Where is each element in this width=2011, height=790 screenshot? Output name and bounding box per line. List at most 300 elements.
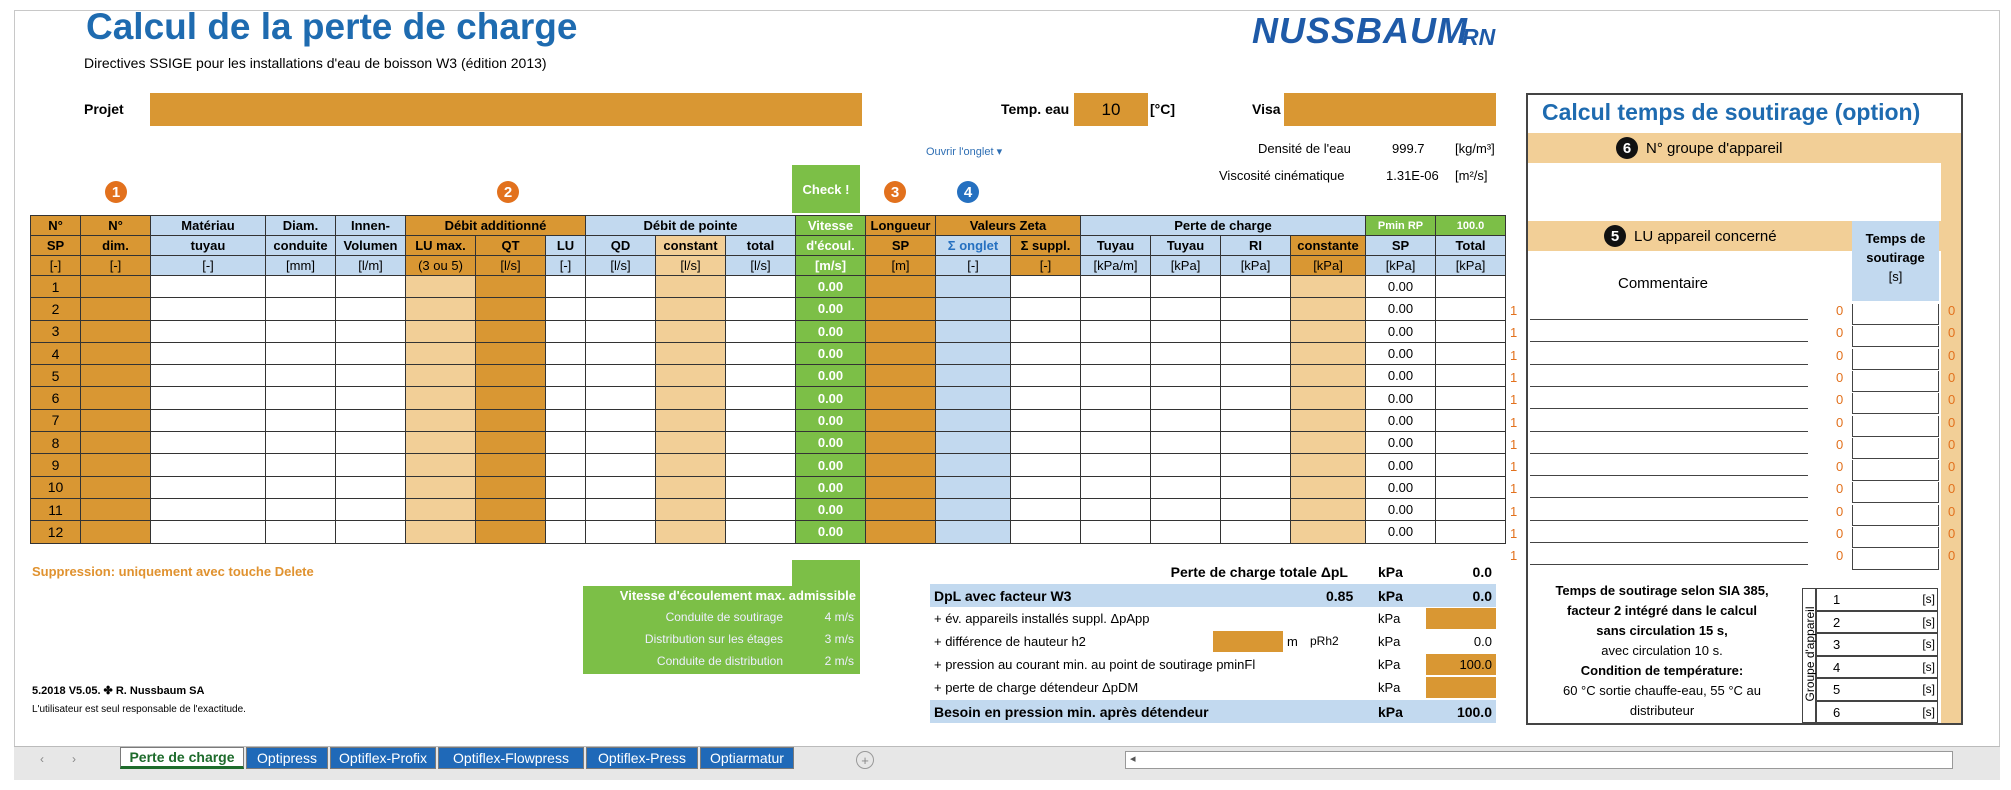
input-cell[interactable]: [81, 387, 151, 409]
input-cell[interactable]: [81, 476, 151, 498]
input-cell[interactable]: [1221, 432, 1291, 454]
input-cell[interactable]: [336, 432, 406, 454]
input-cell[interactable]: [1291, 521, 1366, 543]
input-cell[interactable]: [1291, 454, 1366, 476]
input-cell[interactable]: [1081, 498, 1151, 520]
input-cell[interactable]: [866, 476, 936, 498]
visco-value: 1.31E-06: [1386, 168, 1439, 183]
temps-header-2: soutirage: [1866, 250, 1925, 265]
input-cell[interactable]: [151, 342, 266, 364]
info-line: 60 °C sortie chauffe-eau, 55 °C au: [1562, 683, 1762, 698]
input-cell[interactable]: [81, 409, 151, 431]
input-cell[interactable]: [546, 276, 586, 298]
input-cell[interactable]: [546, 498, 586, 520]
row-number[interactable]: 9: [31, 454, 81, 476]
summary-total-unit: kPa: [1378, 564, 1403, 580]
row-number[interactable]: 4: [31, 342, 81, 364]
input-cell[interactable]: [656, 320, 726, 342]
input-cell[interactable]: [336, 320, 406, 342]
commentaire-input[interactable]: [1530, 475, 1808, 476]
input-cell[interactable]: [866, 387, 936, 409]
info-line: Condition de température:: [1580, 663, 1744, 678]
input-cell[interactable]: [866, 409, 936, 431]
input-cell[interactable]: [586, 387, 656, 409]
input-cell[interactable]: [266, 387, 336, 409]
input-cell[interactable]: [656, 387, 726, 409]
input-cell[interactable]: [476, 320, 546, 342]
input-cell[interactable]: [1081, 432, 1151, 454]
input-cell[interactable]: [726, 409, 796, 431]
input-cell[interactable]: [1436, 409, 1506, 431]
input-cell[interactable]: [476, 298, 546, 320]
summary-line-value[interactable]: 100.0: [1426, 654, 1496, 675]
input-cell[interactable]: [546, 432, 586, 454]
summary-dpl-label: DpL avec facteur W3: [934, 588, 1072, 604]
input-cell[interactable]: [81, 298, 151, 320]
input-cell[interactable]: [726, 521, 796, 543]
input-cell[interactable]: [866, 454, 936, 476]
input-cell[interactable]: [726, 498, 796, 520]
speed-value: 2 m/s: [824, 654, 854, 668]
input-cell[interactable]: [546, 454, 586, 476]
groupe-row[interactable]: [1816, 611, 1938, 634]
input-cell[interactable]: [586, 409, 656, 431]
input-cell[interactable]: [266, 409, 336, 431]
input-cell[interactable]: [1011, 476, 1081, 498]
input-cell[interactable]: [586, 521, 656, 543]
input-cell[interactable]: [151, 409, 266, 431]
input-cell[interactable]: [476, 387, 546, 409]
input-cell[interactable]: [866, 342, 936, 364]
input-cell[interactable]: [1436, 342, 1506, 364]
input-cell[interactable]: [476, 365, 546, 387]
visa-input[interactable]: [1284, 93, 1496, 126]
input-cell[interactable]: [726, 432, 796, 454]
input-cell[interactable]: [866, 365, 936, 387]
input-cell[interactable]: [336, 387, 406, 409]
input-cell[interactable]: [336, 276, 406, 298]
input-cell[interactable]: [656, 276, 726, 298]
input-cell[interactable]: [656, 521, 726, 543]
input-cell[interactable]: [726, 276, 796, 298]
input-cell[interactable]: [1011, 298, 1081, 320]
input-cell[interactable]: [1221, 342, 1291, 364]
input-cell[interactable]: [1436, 320, 1506, 342]
input-cell[interactable]: [336, 476, 406, 498]
input-cell[interactable]: [936, 298, 1011, 320]
input-cell[interactable]: [1221, 276, 1291, 298]
input-cell[interactable]: [866, 432, 936, 454]
input-cell[interactable]: [1291, 498, 1366, 520]
input-cell[interactable]: [936, 342, 1011, 364]
input-cell[interactable]: [1221, 409, 1291, 431]
input-cell[interactable]: [151, 521, 266, 543]
input-cell[interactable]: [1011, 454, 1081, 476]
input-cell[interactable]: [1151, 521, 1221, 543]
input-cell[interactable]: [1291, 432, 1366, 454]
commentaire-input[interactable]: [1530, 497, 1808, 498]
groupe-row[interactable]: [1816, 656, 1938, 679]
unit-cell: [-]: [31, 256, 81, 276]
input-cell[interactable]: [1011, 387, 1081, 409]
input-cell[interactable]: [476, 342, 546, 364]
input-cell[interactable]: [586, 298, 656, 320]
input-cell[interactable]: [866, 298, 936, 320]
groupe-row[interactable]: [1816, 701, 1938, 724]
input-cell[interactable]: [1151, 342, 1221, 364]
lu-value: 0: [1836, 459, 1844, 475]
col-header-pmin-value: 100.0: [1436, 216, 1506, 236]
input-cell[interactable]: [656, 432, 726, 454]
input-cell[interactable]: [936, 432, 1011, 454]
input-cell[interactable]: [406, 276, 476, 298]
ouvrir-onglet-dropdown[interactable]: [926, 145, 1002, 158]
input-cell[interactable]: [1151, 409, 1221, 431]
temps-value: 0: [1948, 347, 1956, 363]
input-cell[interactable]: [151, 298, 266, 320]
input-cell[interactable]: [151, 498, 266, 520]
row-number[interactable]: 1: [31, 276, 81, 298]
input-cell[interactable]: [1221, 320, 1291, 342]
input-cell[interactable]: [586, 365, 656, 387]
input-cell[interactable]: [936, 521, 1011, 543]
row-number[interactable]: 11: [31, 498, 81, 520]
commentaire-input[interactable]: [1530, 341, 1808, 342]
input-cell[interactable]: [1291, 342, 1366, 364]
input-cell[interactable]: [546, 476, 586, 498]
input-cell[interactable]: [1151, 498, 1221, 520]
summary-line-value[interactable]: [1426, 608, 1496, 629]
input-cell[interactable]: [336, 342, 406, 364]
input-cell[interactable]: [936, 454, 1011, 476]
horizontal-scrollbar[interactable]: [1125, 751, 1953, 769]
input-cell[interactable]: [406, 342, 476, 364]
input-cell[interactable]: [866, 498, 936, 520]
input-cell[interactable]: [586, 276, 656, 298]
col-header-zeta: Valeurs Zeta: [936, 216, 1081, 236]
input-cell[interactable]: [1151, 365, 1221, 387]
commentaire-input[interactable]: [1530, 364, 1808, 365]
temp-input[interactable]: 10: [1074, 93, 1148, 126]
input-cell[interactable]: [726, 365, 796, 387]
input-cell[interactable]: [936, 387, 1011, 409]
input-cell[interactable]: [1011, 521, 1081, 543]
input-cell[interactable]: [1151, 276, 1221, 298]
input-cell[interactable]: [1291, 387, 1366, 409]
input-cell[interactable]: [726, 298, 796, 320]
commentaire-input[interactable]: [1530, 453, 1808, 454]
input-cell[interactable]: [1081, 276, 1151, 298]
input-cell[interactable]: [151, 476, 266, 498]
input-cell[interactable]: [266, 342, 336, 364]
input-cell[interactable]: [476, 276, 546, 298]
input-cell[interactable]: [936, 476, 1011, 498]
input-cell[interactable]: [81, 454, 151, 476]
input-cell[interactable]: [406, 521, 476, 543]
input-cell[interactable]: [151, 320, 266, 342]
input-cell[interactable]: [1081, 476, 1151, 498]
input-cell[interactable]: [476, 476, 546, 498]
input-cell[interactable]: [1291, 365, 1366, 387]
input-cell[interactable]: [1291, 276, 1366, 298]
groupe-value: 1: [1510, 347, 1518, 363]
input-cell[interactable]: [936, 320, 1011, 342]
input-cell[interactable]: [266, 276, 336, 298]
input-cell[interactable]: [1151, 298, 1221, 320]
input-cell[interactable]: [866, 521, 936, 543]
input-cell[interactable]: [1221, 365, 1291, 387]
input-cell[interactable]: [1221, 521, 1291, 543]
input-cell[interactable]: [266, 432, 336, 454]
input-cell[interactable]: [476, 498, 546, 520]
input-cell[interactable]: [1291, 476, 1366, 498]
input-cell[interactable]: [1081, 342, 1151, 364]
input-cell[interactable]: [1151, 476, 1221, 498]
input-cell[interactable]: [151, 276, 266, 298]
add-sheet-icon[interactable]: +: [856, 751, 874, 769]
input-cell[interactable]: [81, 498, 151, 520]
input-cell[interactable]: [1151, 454, 1221, 476]
row-number[interactable]: 10: [31, 476, 81, 498]
scroll-left-icon[interactable]: ◂: [1130, 753, 1136, 765]
perte-sp-cell: 0.00: [1366, 276, 1436, 298]
tab-perte-de-charge[interactable]: Perte de charge: [120, 747, 244, 769]
input-cell[interactable]: [1081, 365, 1151, 387]
input-cell[interactable]: [336, 498, 406, 520]
input-cell[interactable]: [546, 342, 586, 364]
summary-line-value[interactable]: [1426, 677, 1496, 698]
input-cell[interactable]: [336, 365, 406, 387]
input-cell[interactable]: [1081, 521, 1151, 543]
summary-line-value: 0.0: [1473, 634, 1492, 649]
input-cell[interactable]: [1436, 276, 1506, 298]
temps-value: 0: [1948, 526, 1956, 541]
input-cell[interactable]: [726, 320, 796, 342]
input-cell[interactable]: [476, 521, 546, 543]
commentaire-input[interactable]: [1530, 564, 1808, 565]
input-cell[interactable]: [936, 409, 1011, 431]
input-cell[interactable]: [266, 298, 336, 320]
table-row: [31, 432, 1506, 454]
temps-cell: [1852, 482, 1939, 503]
input-cell[interactable]: [1221, 454, 1291, 476]
input-cell[interactable]: [586, 498, 656, 520]
input-cell[interactable]: [1151, 387, 1221, 409]
groupe-row[interactable]: [1816, 633, 1938, 656]
groupe-row[interactable]: [1816, 588, 1938, 611]
input-cell[interactable]: [726, 454, 796, 476]
row-number[interactable]: 5: [31, 365, 81, 387]
input-cell[interactable]: [866, 320, 936, 342]
input-cell[interactable]: [266, 521, 336, 543]
input-cell[interactable]: [1081, 454, 1151, 476]
tab-prev-icon[interactable]: ‹: [40, 752, 44, 766]
input-cell[interactable]: [1011, 276, 1081, 298]
row-number[interactable]: 3: [31, 320, 81, 342]
input-cell[interactable]: [81, 521, 151, 543]
input-cell[interactable]: [1011, 342, 1081, 364]
input-cell[interactable]: [586, 342, 656, 364]
row-number[interactable]: 2: [31, 298, 81, 320]
input-cell[interactable]: [656, 454, 726, 476]
unit-cell: [m]: [866, 256, 936, 276]
check-button[interactable]: Check !: [792, 165, 860, 213]
unit-cell: [kPa]: [1366, 256, 1436, 276]
input-cell[interactable]: [476, 432, 546, 454]
input-cell[interactable]: [336, 521, 406, 543]
projet-input[interactable]: [150, 93, 862, 126]
input-cell[interactable]: [406, 320, 476, 342]
input-cell[interactable]: [1011, 365, 1081, 387]
input-cell[interactable]: [656, 498, 726, 520]
input-cell[interactable]: [1436, 521, 1506, 543]
row-number[interactable]: 6: [31, 387, 81, 409]
panel-title: Calcul temps de soutirage (option): [1542, 99, 1921, 125]
input-cell[interactable]: [656, 365, 726, 387]
input-cell[interactable]: [1291, 320, 1366, 342]
input-cell[interactable]: [1011, 320, 1081, 342]
input-cell[interactable]: [406, 454, 476, 476]
input-cell[interactable]: [586, 320, 656, 342]
tab-optiflex-press[interactable]: Optiflex-Press: [586, 747, 698, 769]
unit-cell: [l/s]: [726, 256, 796, 276]
visco-label: Viscosité cinématique: [1219, 168, 1345, 183]
input-cell[interactable]: [406, 498, 476, 520]
input-cell[interactable]: [546, 387, 586, 409]
input-cell[interactable]: [266, 365, 336, 387]
col-header-debit-additionne: Débit additionné: [406, 216, 586, 236]
input-cell[interactable]: [546, 365, 586, 387]
groupe-label: N° groupe d'appareil: [1646, 140, 1783, 157]
input-cell[interactable]: [81, 365, 151, 387]
input-cell[interactable]: [81, 320, 151, 342]
row-number[interactable]: 8: [31, 432, 81, 454]
info-line: distributeur: [1629, 703, 1695, 718]
input-cell[interactable]: [336, 454, 406, 476]
input-cell[interactable]: [1221, 498, 1291, 520]
input-cell[interactable]: [151, 365, 266, 387]
input-cell[interactable]: [406, 476, 476, 498]
commentaire-input[interactable]: [1530, 431, 1808, 432]
input-cell[interactable]: [936, 365, 1011, 387]
input-cell[interactable]: [1436, 454, 1506, 476]
hauteur-input[interactable]: [1213, 631, 1283, 652]
input-cell[interactable]: [266, 498, 336, 520]
input-cell[interactable]: [936, 498, 1011, 520]
input-cell[interactable]: [81, 432, 151, 454]
input-cell[interactable]: [656, 476, 726, 498]
input-cell[interactable]: [476, 454, 546, 476]
groupe-value: 1: [1510, 481, 1518, 497]
input-cell[interactable]: [1011, 432, 1081, 454]
input-cell[interactable]: [656, 409, 726, 431]
groupe-value: 1: [1510, 325, 1518, 341]
groupe-row[interactable]: [1816, 678, 1938, 701]
input-cell[interactable]: [586, 454, 656, 476]
input-cell[interactable]: [1011, 498, 1081, 520]
commentaire-input[interactable]: [1530, 520, 1808, 521]
input-cell[interactable]: [476, 409, 546, 431]
table-row: [31, 365, 1506, 387]
input-cell[interactable]: [1221, 476, 1291, 498]
input-cell[interactable]: [81, 342, 151, 364]
lu-value: 0: [1836, 392, 1844, 408]
input-cell[interactable]: [406, 387, 476, 409]
tab-optipress[interactable]: Optipress: [246, 747, 328, 769]
input-cell[interactable]: [546, 298, 586, 320]
input-cell[interactable]: [151, 387, 266, 409]
commentaire-input[interactable]: [1530, 542, 1808, 543]
input-cell[interactable]: [336, 409, 406, 431]
input-cell[interactable]: [1291, 298, 1366, 320]
input-cell[interactable]: [1291, 409, 1366, 431]
commentaire-input[interactable]: [1530, 386, 1808, 387]
input-cell[interactable]: [81, 276, 151, 298]
input-cell[interactable]: [726, 387, 796, 409]
commentaire-input[interactable]: [1530, 319, 1808, 320]
input-cell[interactable]: [586, 432, 656, 454]
input-cell[interactable]: [546, 320, 586, 342]
input-cell[interactable]: [1151, 432, 1221, 454]
row-number[interactable]: 12: [31, 521, 81, 543]
input-cell[interactable]: [266, 454, 336, 476]
input-cell[interactable]: [406, 409, 476, 431]
unit-cell: [kPa]: [1436, 256, 1506, 276]
input-cell[interactable]: [1436, 432, 1506, 454]
input-cell[interactable]: [936, 276, 1011, 298]
input-cell[interactable]: [1436, 387, 1506, 409]
input-cell[interactable]: [1081, 409, 1151, 431]
lu-value: 0: [1836, 369, 1844, 385]
input-cell[interactable]: [1436, 298, 1506, 320]
input-cell[interactable]: [151, 432, 266, 454]
input-cell[interactable]: [656, 298, 726, 320]
tab-optiflex-flowpress[interactable]: Optiflex-Flowpress: [438, 747, 584, 769]
input-cell[interactable]: [1221, 298, 1291, 320]
tab-next-icon[interactable]: ›: [72, 752, 76, 766]
input-cell[interactable]: [1436, 476, 1506, 498]
input-cell[interactable]: [406, 298, 476, 320]
input-cell[interactable]: [266, 320, 336, 342]
groupe-number: 5: [1833, 682, 1841, 697]
commentaire-input[interactable]: [1530, 408, 1808, 409]
input-cell[interactable]: [1081, 298, 1151, 320]
input-cell[interactable]: [1436, 498, 1506, 520]
input-cell[interactable]: [406, 365, 476, 387]
input-cell[interactable]: [1151, 320, 1221, 342]
tab-optiflex-profix[interactable]: Optiflex-Profix: [330, 747, 436, 769]
input-cell[interactable]: [586, 476, 656, 498]
input-cell[interactable]: [1081, 387, 1151, 409]
input-cell[interactable]: [1011, 409, 1081, 431]
input-cell[interactable]: [866, 276, 936, 298]
input-cell[interactable]: [726, 476, 796, 498]
input-cell[interactable]: [546, 521, 586, 543]
input-cell[interactable]: [266, 476, 336, 498]
tab-optiarmatur[interactable]: Optiarmatur: [700, 747, 794, 769]
input-cell[interactable]: [1081, 320, 1151, 342]
input-cell[interactable]: [546, 409, 586, 431]
input-cell[interactable]: [726, 342, 796, 364]
input-cell[interactable]: [406, 432, 476, 454]
input-cell[interactable]: [336, 298, 406, 320]
perte-sp-cell: 0.00: [1366, 387, 1436, 409]
row-number[interactable]: 7: [31, 409, 81, 431]
input-cell[interactable]: [656, 342, 726, 364]
input-cell[interactable]: [1221, 387, 1291, 409]
input-cell[interactable]: [1436, 365, 1506, 387]
input-cell[interactable]: [151, 454, 266, 476]
